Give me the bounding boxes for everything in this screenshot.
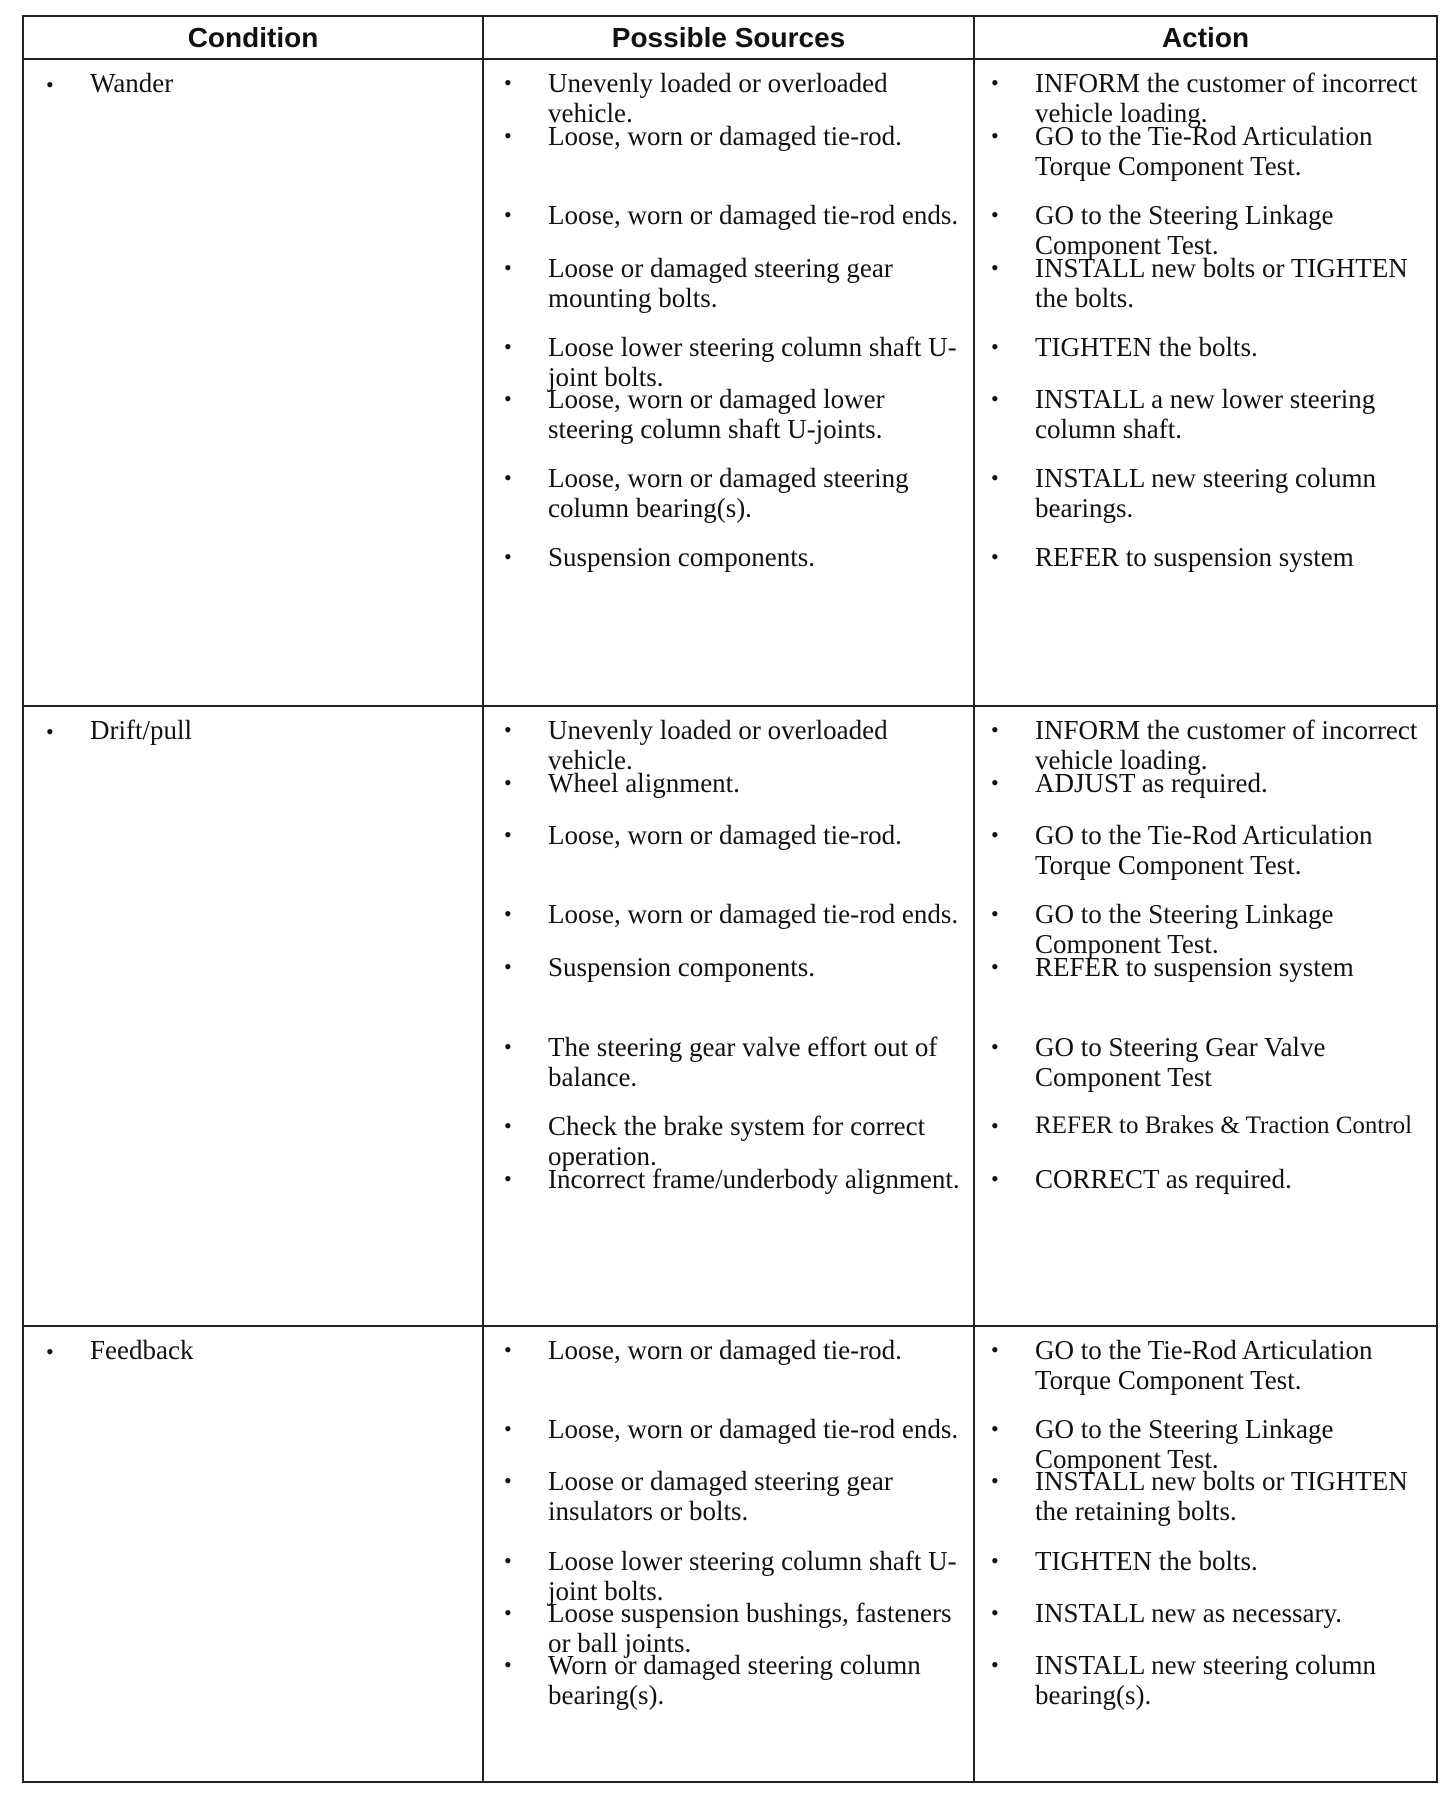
action-text: INSTALL new bolts or TIGHTEN the retaining bolts. — [1035, 1466, 1408, 1526]
source-item — [484, 1164, 973, 1194]
sources-cell — [483, 59, 974, 706]
header-row — [23, 16, 1437, 59]
bullet-icon: • — [504, 544, 512, 569]
bullet-icon: • — [504, 465, 512, 490]
action-text: INFORM the customer of incorrect vehicle loading. — [1035, 715, 1418, 775]
source-item — [484, 715, 973, 775]
bullet-icon: • — [991, 1113, 999, 1138]
action-text: INSTALL new bolts or TIGHTEN the bolts. — [1035, 253, 1408, 313]
bullet-icon: • — [504, 1166, 512, 1191]
bullet-icon: • — [991, 770, 999, 795]
bullet-icon: • — [46, 72, 54, 97]
source-item — [484, 253, 973, 313]
bullet-icon: • — [991, 1337, 999, 1362]
source-text: Unevenly loaded or overloaded vehicle. — [548, 68, 888, 128]
source-item — [484, 1335, 973, 1365]
action-text: INSTALL new steering column bearing(s). — [1035, 1650, 1377, 1710]
action-item — [975, 1164, 1436, 1194]
action-text: INSTALL a new lower steering column shaft. — [1035, 384, 1376, 444]
action-item — [975, 542, 1436, 572]
source-item — [484, 463, 973, 523]
bullet-icon: • — [991, 1416, 999, 1441]
action-item — [975, 253, 1436, 313]
bullet-icon: • — [504, 717, 512, 742]
action-item — [975, 1414, 1436, 1474]
action-text: INSTALL new steering column bearings. — [1035, 463, 1377, 523]
sources-header: Possible Sources — [483, 16, 974, 59]
source-text: Loose, worn or damaged tie-rod ends. — [548, 1414, 959, 1444]
bullet-icon: • — [504, 1034, 512, 1059]
action-text: GO to the Tie-Rod Articulation Torque Component Test. — [1035, 121, 1373, 181]
action-item — [975, 68, 1436, 128]
source-text: The steering gear valve effort out of balance. — [548, 1032, 938, 1092]
bullet-icon: • — [504, 386, 512, 411]
source-text: Loose lower steering column shaft U-joint bolts. — [548, 1546, 957, 1606]
action-item — [975, 1598, 1436, 1628]
source-item — [484, 1598, 973, 1658]
source-item — [484, 1466, 973, 1526]
action-item — [975, 899, 1436, 959]
source-text: Worn or damaged steering column bearing(s). — [548, 1650, 921, 1710]
bullet-icon: • — [504, 1113, 512, 1138]
source-text: Incorrect frame/underbody alignment. — [548, 1164, 960, 1194]
source-text: Loose suspension bushings, fasteners or ball joints. — [548, 1598, 952, 1658]
action-text: GO to the Steering Linkage Component Test. — [1035, 200, 1334, 260]
action-cell — [974, 1326, 1437, 1782]
condition-label: Drift/pull — [90, 715, 192, 745]
action-item — [975, 200, 1436, 260]
action-text: REFER to suspension system — [1035, 542, 1354, 572]
bullet-icon: • — [504, 123, 512, 148]
action-item — [975, 1111, 1436, 1141]
bullet-icon: • — [504, 70, 512, 95]
source-text: Wheel alignment. — [548, 768, 740, 798]
source-item — [484, 768, 973, 798]
action-text: INFORM the customer of incorrect vehicle loading. — [1035, 68, 1418, 128]
source-item — [484, 332, 973, 392]
bullet-icon: • — [504, 1600, 512, 1625]
table-row-drift-pull — [23, 706, 1437, 1326]
bullet-icon: • — [504, 1468, 512, 1493]
action-item — [975, 384, 1436, 444]
bullet-icon: • — [504, 822, 512, 847]
source-text: Unevenly loaded or overloaded vehicle. — [548, 715, 888, 775]
bullet-icon: • — [991, 202, 999, 227]
bullet-icon: • — [991, 954, 999, 979]
source-text: Suspension components. — [548, 952, 815, 982]
bullet-icon: • — [991, 1600, 999, 1625]
action-item — [975, 1546, 1436, 1576]
action-text: REFER to Brakes & Traction Control — [1035, 1112, 1413, 1139]
bullet-icon: • — [991, 822, 999, 847]
sources-cell — [483, 1326, 974, 1782]
action-text: TIGHTEN the bolts. — [1035, 1546, 1258, 1576]
sources-cell — [483, 706, 974, 1326]
bullet-icon: • — [504, 1652, 512, 1677]
source-item — [484, 1032, 973, 1092]
bullet-icon: • — [991, 1548, 999, 1573]
bullet-icon: • — [504, 1416, 512, 1441]
condition-cell — [23, 1326, 483, 1782]
action-item — [975, 1335, 1436, 1395]
bullet-icon: • — [991, 123, 999, 148]
bullet-icon: • — [46, 1339, 54, 1364]
source-text: Loose or damaged steering gear mounting bolts. — [548, 253, 893, 313]
source-item — [484, 899, 973, 929]
action-item — [975, 820, 1436, 880]
source-text: Loose, worn or damaged tie-rod ends. — [548, 899, 959, 929]
action-item — [975, 1466, 1436, 1526]
source-item — [484, 820, 973, 850]
source-text: Check the brake system for correct operation. — [548, 1111, 926, 1171]
action-text: GO to the Tie-Rod Articulation Torque Component Test. — [1035, 820, 1373, 880]
source-text: Loose or damaged steering gear insulators or bolts. — [548, 1466, 893, 1526]
bullet-icon: • — [504, 901, 512, 926]
bullet-icon: • — [991, 544, 999, 569]
action-item — [975, 332, 1436, 362]
action-text: CORRECT as required. — [1035, 1164, 1292, 1194]
bullet-icon: • — [504, 770, 512, 795]
bullet-icon: • — [991, 1652, 999, 1677]
bullet-icon: • — [991, 1034, 999, 1059]
action-item — [975, 463, 1436, 523]
source-item — [484, 1650, 973, 1710]
bullet-icon: • — [504, 1548, 512, 1573]
source-item — [484, 121, 973, 151]
action-item — [975, 121, 1436, 181]
condition-cell — [23, 706, 483, 1326]
source-item — [484, 952, 973, 982]
action-item — [975, 952, 1436, 982]
action-header: Action — [974, 16, 1437, 59]
bullet-icon: • — [991, 334, 999, 359]
action-item — [975, 1032, 1436, 1092]
action-text: GO to Steering Gear Valve Component Test — [1035, 1032, 1326, 1092]
source-item — [484, 1111, 973, 1171]
bullet-icon: • — [504, 1337, 512, 1362]
bullet-icon: • — [991, 386, 999, 411]
bullet-icon: • — [991, 1166, 999, 1191]
bullet-icon: • — [504, 202, 512, 227]
source-text: Loose, worn or damaged tie-rod. — [548, 1335, 902, 1365]
source-item — [484, 1414, 973, 1444]
source-text: Loose lower steering column shaft U-joint bolts. — [548, 332, 957, 392]
table-row-wander — [23, 59, 1437, 706]
source-item — [484, 68, 973, 128]
source-text: Loose, worn or damaged steering column bearing(s). — [548, 463, 909, 523]
source-item — [484, 1546, 973, 1606]
condition-label: Wander — [90, 68, 174, 98]
bullet-icon: • — [504, 334, 512, 359]
bullet-icon: • — [46, 719, 54, 744]
action-cell — [974, 706, 1437, 1326]
action-text: INSTALL new as necessary. — [1035, 1598, 1342, 1628]
source-text: Loose, worn or damaged tie-rod ends. — [548, 200, 959, 230]
action-text: GO to the Steering Linkage Component Test. — [1035, 1414, 1334, 1474]
action-text: REFER to suspension system — [1035, 952, 1354, 982]
condition-label: Feedback — [90, 1335, 194, 1365]
bullet-icon: • — [991, 1468, 999, 1493]
bullet-icon: • — [991, 255, 999, 280]
action-item — [975, 768, 1436, 798]
action-text: GO to the Steering Linkage Component Test. — [1035, 899, 1334, 959]
bullet-icon: • — [991, 465, 999, 490]
table-row-feedback — [23, 1326, 1437, 1782]
source-text: Suspension components. — [548, 542, 815, 572]
action-cell — [974, 59, 1437, 706]
bullet-icon: • — [991, 717, 999, 742]
condition-cell — [23, 59, 483, 706]
action-text: TIGHTEN the bolts. — [1035, 332, 1258, 362]
action-item — [975, 1650, 1436, 1710]
action-text: GO to the Tie-Rod Articulation Torque Component Test. — [1035, 1335, 1373, 1395]
source-text: Loose, worn or damaged lower steering column shaft U-joints. — [548, 384, 885, 444]
source-item — [484, 200, 973, 230]
source-item — [484, 542, 973, 572]
bullet-icon: • — [991, 901, 999, 926]
source-text: Loose, worn or damaged tie-rod. — [548, 820, 902, 850]
diagnosis-table — [22, 15, 1438, 1783]
condition-header: Condition — [23, 16, 483, 59]
source-item — [484, 384, 973, 444]
bullet-icon: • — [991, 70, 999, 95]
source-text: Loose, worn or damaged tie-rod. — [548, 121, 902, 151]
action-item — [975, 715, 1436, 775]
bullet-icon: • — [504, 255, 512, 280]
bullet-icon: • — [504, 954, 512, 979]
action-text: ADJUST as required. — [1035, 768, 1268, 798]
